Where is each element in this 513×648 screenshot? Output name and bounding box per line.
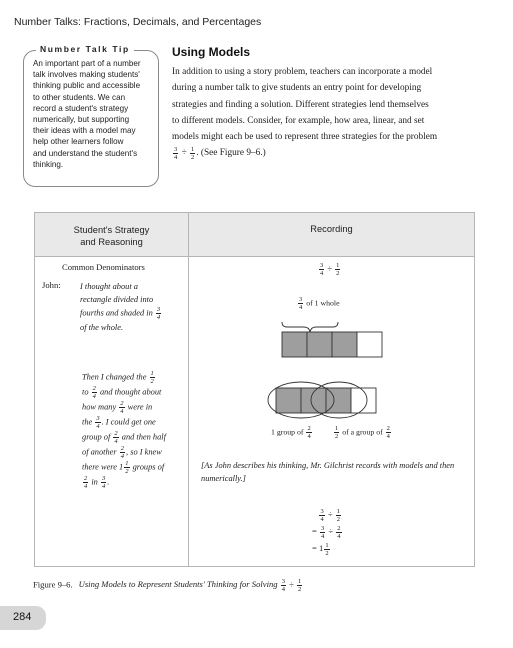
header-strategy: Student's Strategy and Reasoning <box>73 225 150 247</box>
tip-body <box>33 58 153 170</box>
tip-line: and understand the student's <box>33 148 138 158</box>
page-number: 284 <box>13 611 32 623</box>
tip-line: An important part of a number <box>33 59 141 68</box>
fraction: $\frac{3}{4}$ <box>174 145 178 161</box>
fraction: $\frac{1}{2}$ <box>191 145 195 161</box>
tip-line: help other learners follow <box>33 137 124 147</box>
tip-title: Number Talk Tip <box>36 44 134 54</box>
header-recording: Recording <box>310 224 353 234</box>
teacher-note: [As John describes his thinking, Mr. Gilchrist records with models and then numerically.] <box>201 461 455 483</box>
body-line: to different models. Consider, for example, how area, linear, and set <box>172 115 425 126</box>
strategy-name: Common Denominators <box>62 262 145 272</box>
area-models <box>260 310 450 435</box>
tip-line: their ideas with a model may <box>33 126 136 136</box>
student-reasoning-2: Then I changed the $\frac{1}{2}$ to $\frac{2}{4}$ and thought about how many $\frac{2}{4}$ were in the $\frac{3}{4}$ . I could get one group of $\frac{2}{4}$ and then half of another $\frac{2}{4}$ , so I knew there were 1 $\frac{1}{2}$ groups of $\frac{2}{4}$ in $\frac{3}{4}$ . <box>82 370 166 490</box>
running-head: Number Talks: Fractions, Decimals, and Percentages <box>14 16 262 28</box>
of-whole-label: $\frac{3}{4}$ of 1 whole <box>299 296 340 311</box>
model-cell-shaded <box>307 332 332 357</box>
body-line: In addition to using a story problem, teachers can incorporate a model <box>172 67 433 77</box>
numeric-recording: $\frac{3}{4}$ ÷ $\frac{1}{2}$ = $\frac{3}{4}$ ÷ $\frac{2}{4}$ = 1 $\frac{1}{2}$ <box>312 507 341 557</box>
model-cell-shaded <box>276 388 301 413</box>
tip-line: record a student's strategy <box>33 103 129 113</box>
model-cell-shaded <box>332 332 357 357</box>
model-cell-empty <box>357 332 382 357</box>
tip-line: thinking. <box>33 159 64 169</box>
tip-line: thinking public and accessible <box>33 81 141 91</box>
body-line-last: $\frac{3}{4}$ ÷ $\frac{1}{2}$ . (See Figure 9–6.) <box>174 145 266 161</box>
body-line: models might each be used to represent three strategies for the problem <box>172 132 438 143</box>
student-reasoning-1: I thought about a rectangle divided into fourths and shaded in $\frac{3}{4}$ of the whole. <box>80 282 161 332</box>
tip-line: numerically, but supporting <box>33 115 130 125</box>
tip-line: to other students. We can <box>33 92 126 102</box>
recording-problem: $\frac{3}{4}$ ÷ $\frac{1}{2}$ <box>320 262 340 277</box>
brace <box>282 322 338 332</box>
section-body <box>172 64 478 162</box>
tip-line: talk involves making students' <box>33 70 140 80</box>
model-cell-shaded <box>282 332 307 357</box>
group-label-2: $\frac{1}{2}$ of a group of $\frac{2}{4}$ <box>335 425 390 440</box>
speaker-label: John: <box>42 280 61 290</box>
figure-caption: Figure 9–6. Using Models to Represent Students' Thinking for Solving $\frac{3}{4}$ ÷ $\frac{1}{2}$ <box>33 578 302 593</box>
group-label-1: 1 group of $\frac{2}{4}$ <box>271 425 311 440</box>
column-divider <box>188 213 189 566</box>
body-line: strategies and finding a solution. Different strategies lend themselves <box>172 99 429 110</box>
body-line: during a number talk to give students an entry point for developing <box>172 83 422 94</box>
section-title: Using Models <box>172 45 251 59</box>
